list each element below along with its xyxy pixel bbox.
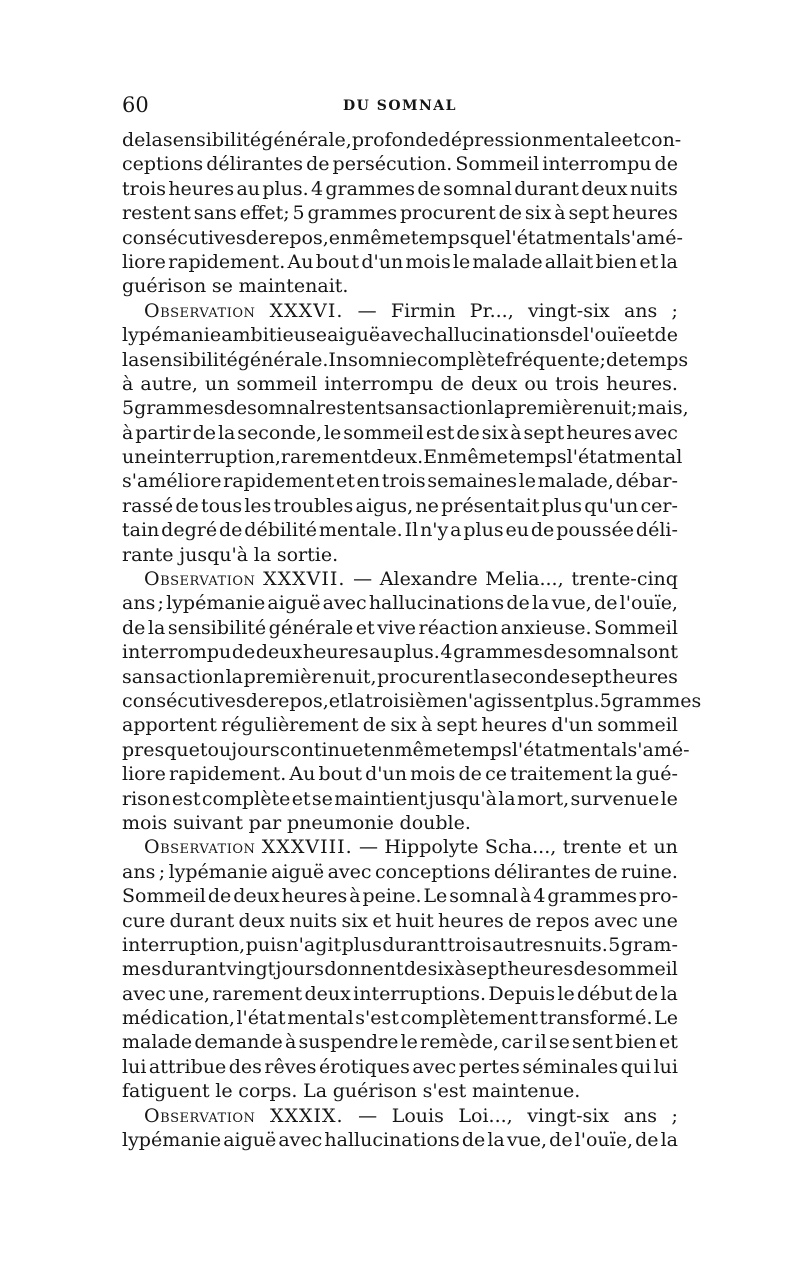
text-line: à partir de la seconde, le sommeil est de six à sept heures avec [122,421,678,444]
text-line: ans ; lypémanie aiguë avec hallucinations de la vue, de l'ouïe, [122,592,678,615]
text-line: rison est complète et se maintient jusqu'à la mort, survenue le [122,787,678,810]
text-line: consécutives de repos, en même temps que l'état mental s'amé- [122,226,683,249]
text-line: Sommeil de deux heures à peine. Le somnal à 4 grammes pro- [122,885,678,908]
text-line: apportent régulièrement de six à sept heures d'un sommeil [122,714,678,737]
text-line: malade demande à suspendre le remède, car il se sent bien et [122,1031,678,1054]
text-line: à autre, un sommeil interrompu de deux ou trois heures. [122,372,678,395]
text-line: une interruption, rarement deux. En même temps l'état mental [122,446,683,469]
text-line: mes durant vingt jours donnent de six à sept heures de sommeil [122,958,678,981]
observation-number: XXXVIII. [261,836,353,859]
observation-heading-line: Observation XXXVII. — Alexandre Melia..., trente-cinq [144,568,678,591]
text-line: ans ; lypémanie aiguë avec conceptions délirantes de ruine. [122,860,678,883]
text-line: interrompu de deux heures au plus. 4 grammes de somnal sont [122,641,678,664]
observation-label: Observation [144,836,256,859]
text-line: s'améliore rapidement et en trois semaines le malade, débar- [122,470,678,493]
text-line: sans action la première nuit, procurent la seconde sept heures [122,665,678,688]
observation-label: Observation [144,299,256,322]
text-line: liore rapidement. Au bout d'un mois le malade allait bien et la [122,250,678,273]
text-line: la sensibilité générale. Insomnie complète fréquente ; de temps [122,348,689,371]
text-line: presque toujours continu et en même temps l'état mental s'amé- [122,738,690,761]
text-line: lypémanie ambitieuse aiguë avec hallucinations de l'ouïe et de [122,324,678,347]
observation-label: Observation [144,568,256,591]
text-line: lui attribue des rêves érotiques avec pertes séminales qui lui [122,1055,678,1078]
text-line: fatiguent le corps. La guérison s'est maintenue. [122,1080,581,1103]
text-line: mois suivant par pneumonie double. [122,811,471,834]
text-line: interruption, puis n'agit plus durant trois autres nuits. 5 gram- [122,933,678,956]
text-line: ceptions délirantes de persécution. Sommeil interrompu de [122,153,678,176]
text-line: lypémanie aiguë avec hallucinations de la vue, de l'ouïe, de la [122,1129,678,1152]
observation-number: XXXVI. [269,299,344,322]
text-line: rante jusqu'à la sortie. [122,543,339,566]
text-line: 5 grammes de somnal restent sans action la première nuit; mais, [122,397,689,420]
observation-heading-line: Observation XXXIX. — Louis Loi..., vingt-six ans ; [144,1104,678,1127]
page-header [122,93,678,123]
observation-heading-line: Observation XXXVI. — Firmin Pr..., vingt-six ans ; [144,299,678,322]
observation-number: XXXVII. [263,568,346,591]
observation-heading-line: Observation XXXVIII. — Hippolyte Scha..., trente et un [144,836,678,859]
text-line: consécutives de repos, et la troisième n'agissent plus. 5 grammes [122,689,702,712]
text-line: tain degré de débilité mentale. Il n'y a plus eu de poussée déli- [122,519,678,542]
text-line: cure durant deux nuits six et huit heures de repos avec une [122,909,678,932]
page-number: 60 [122,93,149,117]
running-title: DU SOMNAL [342,98,458,114]
text-line: avec une, rarement deux interruptions. Depuis le début de la [122,982,678,1005]
text-line: de la sensibilité générale et vive réaction anxieuse. Sommeil [122,616,678,639]
text-line: restent sans effet; 5 grammes procurent de six à sept heures [122,202,678,225]
observation-label: Observation [144,1104,256,1127]
text-line: rassé de tous les troubles aigus, ne présentait plus qu'un cer- [122,494,678,517]
text-line: de la sensibilité générale, profonde dépression mentale et con- [122,129,682,151]
observation-number: XXXIX. [269,1104,344,1127]
text-line: médication, l'état mental s'est complètement transformé. Le [122,1007,678,1030]
text-line: liore rapidement. Au bout d'un mois de ce traitement la gué- [122,763,678,786]
body-text [122,128,702,1152]
text-line: trois heures au plus. 4 grammes de somnal durant deux nuits [122,177,678,200]
text-line: guérison se maintenait. [122,275,349,298]
